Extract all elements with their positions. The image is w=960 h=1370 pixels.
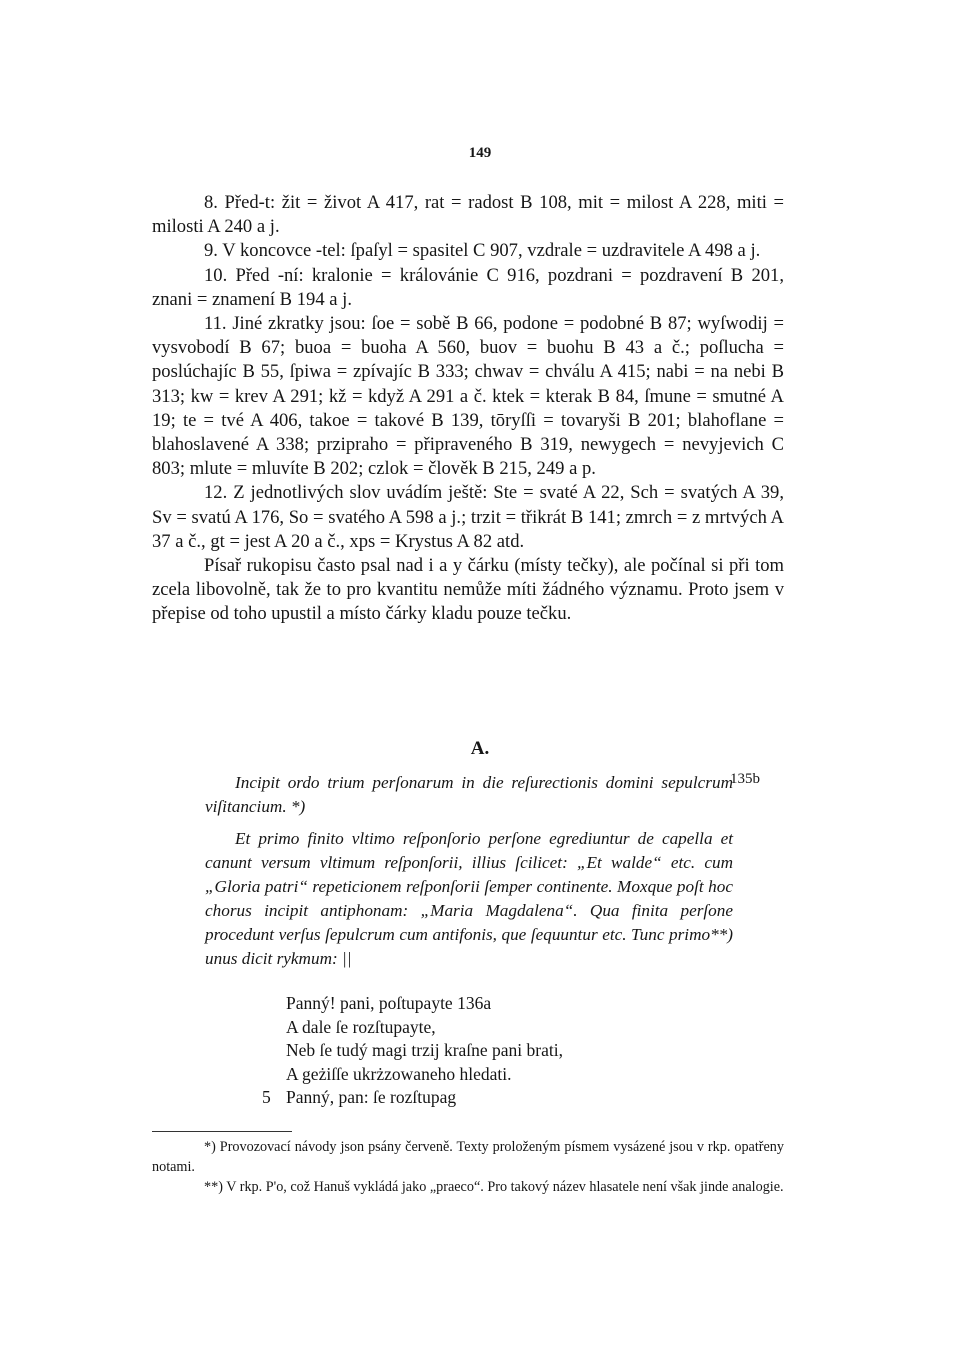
verse-line (262, 1016, 563, 1040)
paragraph-scribe-note: Písař rukopisu často psal nad i a y čárku (místy tečky), ale počínal si při tom zcela libovolně, tak že to pro kvantitu nemůže míti žádného významu. Proto jsem v přepise od toho upustil a místo čárky kladu pouze tečku. (152, 555, 784, 625)
latin-incipit: Incipit ordo trium perſonarum in die reſurectionis domini sepulcrum viſitancium. *) (205, 773, 733, 816)
verse-text: A geżiſſe ukrżzowaneho hledati. (286, 1063, 512, 1084)
paragraph-10: 10. Před -ní: kralonie = královánie C 916, pozdrani = pozdravení B 201, znani = znamení B 194 a j. (152, 264, 784, 310)
verse-line (262, 1063, 563, 1087)
verse-line (262, 992, 563, 1016)
verse-block (262, 992, 563, 1110)
section-heading: A. (470, 738, 490, 759)
paragraph-9: 9. V koncovce -tel: ſpaſyl = spasitel C 907, vzdrale = uzdravitele A 498 a j. (204, 240, 761, 262)
line-number: 5 (262, 1087, 271, 1108)
latin-instructions: Et primo finito vltimo reſponſorio perſone egrediuntur de capella et canunt versum vltimum reſponſorii, illius ſcilicet: „Et walde“ etc. cum „Gloria patri“ repeticionem reſponſorii ſemper continente. Moxque poſt hoc chorus incipit antiphonam: „Maria Magdalena“. Qua finita perſone procedunt verſus ſepulcrum cum antifonis, que ſequuntur etc. Tunc primo**) unus dicit rykmum: || (205, 829, 733, 968)
paragraph-8: 8. Před-t: žit = život A 417, rat = radost B 108, mit = milost A 228, miti = milosti A 240 a j. (152, 192, 784, 238)
abbreviation-rules (152, 191, 784, 627)
paragraph-11: 11. Jiné zkratky jsou: ſoe = sobě B 66, podone = podobné B 87; wyſwodij = vysvobodí B 67; buoa = buoha A 560, buov = buohu B 43 a č.; poſlucha = poslúchajíc B 55, ſpiwa = zpívajíc B 333; chwav = chválu A 415; nabi = na nebi B 313; kw = krev A 291; kž = když A 291 a č. ktek = kterak B 84, ſmune = smutné A 19; te = tvé A 406, takoe = takové B 139, tōryſſi = tovaryši B 201; blahoflane = blahoslavené A 338; przipraho = připraveného B 319, newygech = nevyjevich C 803; mlute = mluvíte B 202; czlok = člověk B 215, 249 a p. (152, 313, 784, 480)
page-number: 149 (468, 145, 492, 161)
verse-text: A dale ſe rozſtupayte, (286, 1016, 436, 1037)
latin-rubric (205, 771, 733, 971)
verse-text: Panný, pan: ſe rozſtupag (286, 1087, 457, 1108)
verse-line (262, 1039, 563, 1063)
folio-margin-note: 135b (730, 771, 760, 787)
verse-line (262, 1086, 563, 1110)
paragraph-12: 12. Z jednotlivých slov uvádím ještě: Ste = svaté A 22, Sch = svatých A 39, Sv = svatú A 176, So = svatého A 598 a j.; trzit = třikrát B 141; zmrch = z mrtvých A 37 a č., gt = jest A 20 a č., xps = Krystus A 82 atd. (152, 482, 784, 552)
footnote-1: *) Provozovací návody json psány červeně. Texty proloženým písmem vysázené jsou v rkp. opatřeny notami. (152, 1139, 784, 1175)
footnote-2: **) V rkp. P'o, což Hanuš vykládá jako „praeco“. Pro takový název hlasatele není však jinde analogie. (204, 1179, 784, 1195)
footnote-divider (152, 1131, 292, 1132)
verse-text: Neb ſe tudý magi trzij kraſne pani brati, (286, 1040, 563, 1061)
footnotes (152, 1137, 784, 1197)
verse-text: Panný! pani, poſtupayte 136a (286, 993, 492, 1013)
